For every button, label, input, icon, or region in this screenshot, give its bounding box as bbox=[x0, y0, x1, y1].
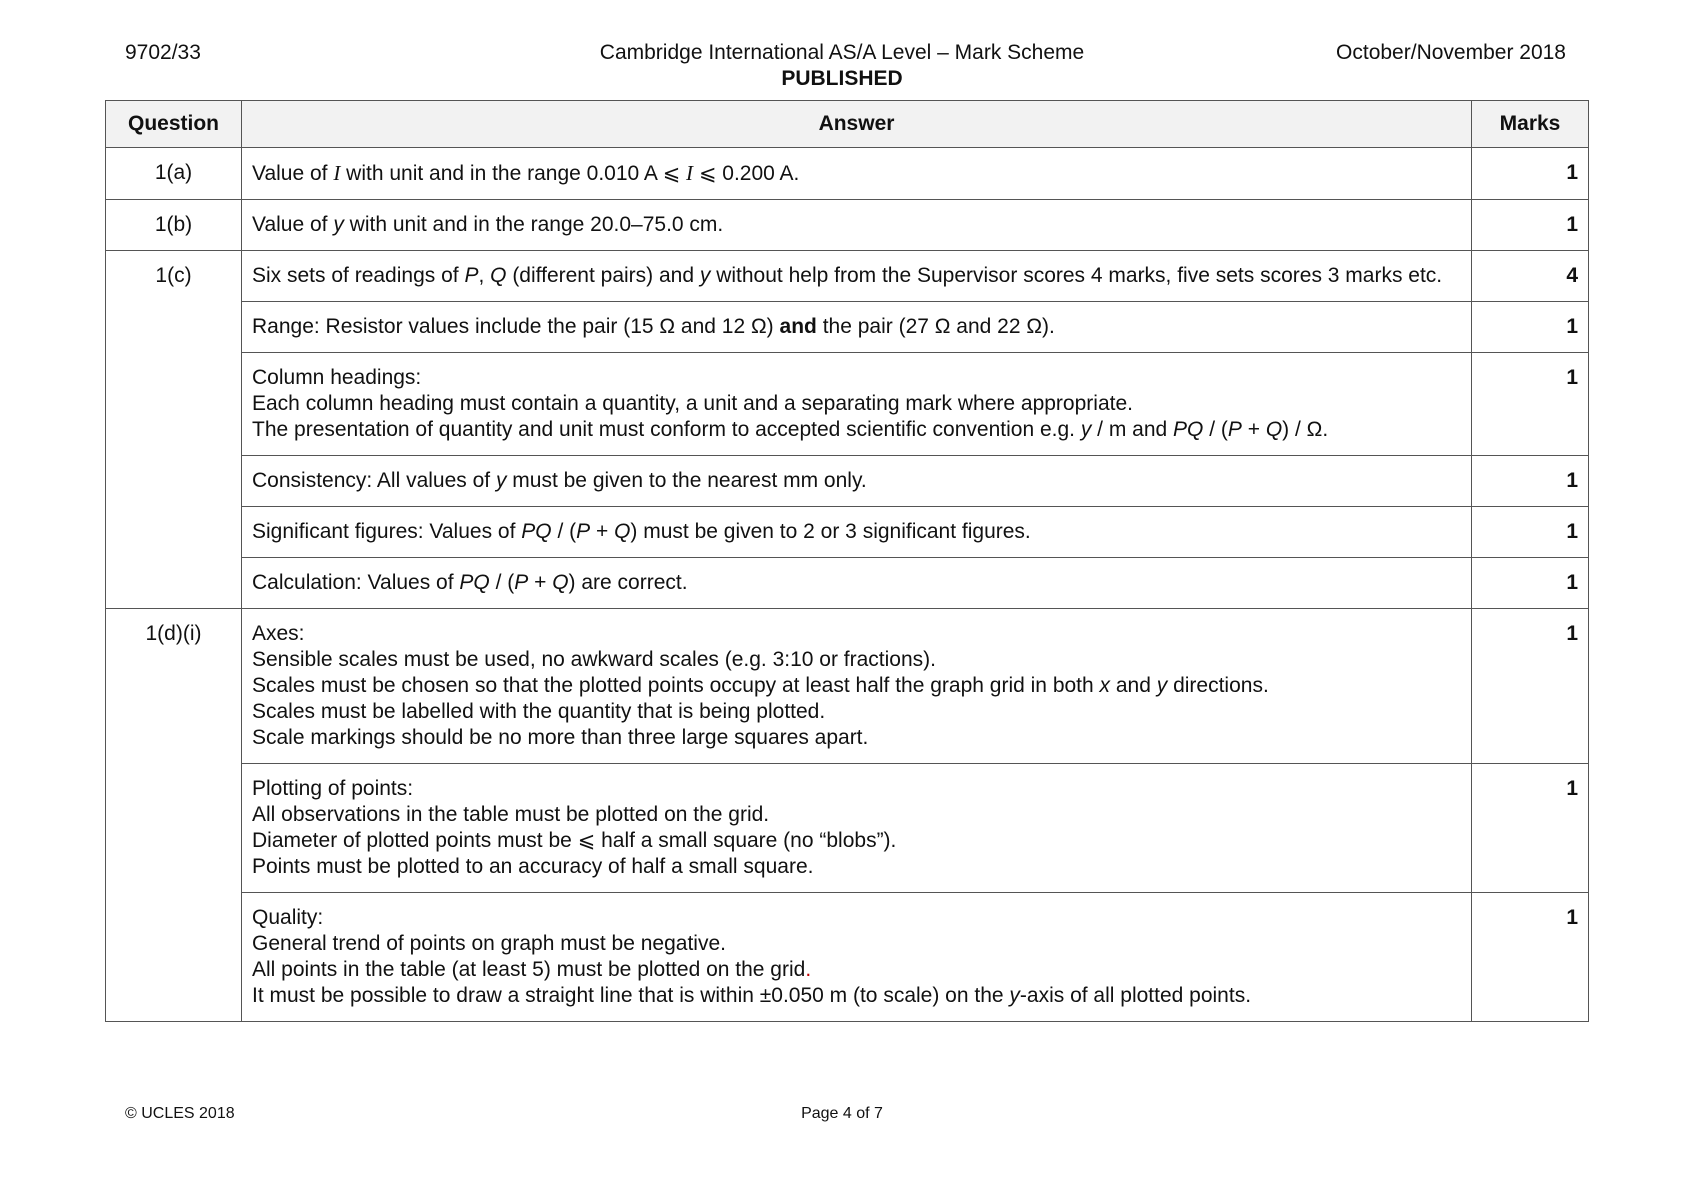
table-row bbox=[106, 558, 1589, 609]
answer-line: Each column heading must contain a quantity, a unit and a separating mark where appropriate. bbox=[252, 392, 1133, 415]
variable-P: P bbox=[1227, 418, 1242, 441]
answer-cell bbox=[242, 200, 1472, 251]
answer-text: Calculation: Values of bbox=[252, 571, 460, 594]
table-row bbox=[106, 609, 1589, 764]
answer-line: Sensible scales must be used, no awkward scales (e.g. 3:10 or fractions). bbox=[252, 648, 936, 671]
column-header-question: Question bbox=[106, 101, 242, 148]
answer-line: Plotting of points: bbox=[252, 777, 414, 800]
variable-Q: Q bbox=[1265, 418, 1283, 441]
answer-line: Diameter of plotted points must be ⩽ half a small square (no “blobs”). bbox=[252, 829, 897, 852]
document-title: Cambridge International AS/A Level – Mark Scheme bbox=[599, 41, 1085, 64]
answer-cell bbox=[242, 148, 1472, 200]
paper-code: 9702/33 bbox=[125, 41, 201, 64]
table-row bbox=[106, 148, 1589, 200]
answer-line: All observations in the table must be plotted on the grid. bbox=[252, 803, 770, 826]
red-full-stop: . bbox=[805, 958, 812, 981]
answer-text: + bbox=[1241, 418, 1266, 441]
variable-y: y bbox=[1009, 984, 1020, 1007]
question-cell-empty bbox=[106, 353, 242, 456]
marks-value: 1 bbox=[1472, 507, 1589, 558]
answer-line bbox=[252, 673, 1461, 699]
answer-line bbox=[252, 983, 1461, 1009]
answer-cell bbox=[242, 456, 1472, 507]
answer-text: Six sets of readings of bbox=[252, 264, 465, 287]
table-header-row bbox=[106, 101, 1589, 148]
question-number: 1(a) bbox=[106, 148, 242, 200]
answer-text: and bbox=[1110, 674, 1157, 697]
marks-value: 1 bbox=[1472, 609, 1589, 764]
table-row bbox=[106, 302, 1589, 353]
variable-y: y bbox=[1156, 674, 1168, 697]
table-row bbox=[106, 507, 1589, 558]
answer-cell bbox=[242, 609, 1472, 764]
marks-value: 1 bbox=[1472, 353, 1589, 456]
copyright-notice: © UCLES 2018 bbox=[125, 1105, 235, 1122]
answer-text: with unit and in the range 20.0–75.0 cm. bbox=[343, 213, 724, 236]
question-cell-empty bbox=[106, 507, 242, 558]
answer-text: ⩽ 0.200 A. bbox=[693, 162, 800, 185]
table-row bbox=[106, 764, 1589, 893]
answer-text: ) must be given to 2 or 3 significant figures. bbox=[630, 520, 1031, 543]
question-cell-empty bbox=[106, 302, 242, 353]
column-header-answer: Answer bbox=[242, 101, 1472, 148]
page-number: Page 4 of 7 bbox=[801, 1105, 883, 1122]
answer-text: , bbox=[478, 264, 491, 287]
table-row bbox=[106, 353, 1589, 456]
answer-cell bbox=[242, 558, 1472, 609]
answer-text: the pair (27 Ω and 22 Ω). bbox=[816, 315, 1055, 338]
marks-value: 1 bbox=[1472, 558, 1589, 609]
answer-text: Value of bbox=[252, 213, 334, 236]
table-row bbox=[106, 456, 1589, 507]
answer-line bbox=[252, 417, 1461, 443]
variable-P: P bbox=[464, 264, 479, 287]
marks-value: 1 bbox=[1472, 764, 1589, 893]
answer-text: ) / Ω. bbox=[1282, 418, 1329, 441]
table-row bbox=[106, 200, 1589, 251]
question-cell-empty bbox=[106, 558, 242, 609]
question-cell-empty bbox=[106, 456, 242, 507]
variable-PQ: PQ bbox=[459, 571, 490, 594]
variable-I: I bbox=[686, 161, 694, 185]
answer-text: directions. bbox=[1167, 674, 1269, 697]
answer-cell bbox=[242, 764, 1472, 893]
variable-Q: Q bbox=[552, 571, 569, 594]
question-number: 1(c) bbox=[106, 251, 242, 302]
answer-text: Value of bbox=[252, 162, 334, 185]
variable-I: I bbox=[333, 161, 341, 185]
answer-cell bbox=[242, 893, 1472, 1022]
variable-Q: Q bbox=[614, 520, 631, 543]
marks-value: 1 bbox=[1472, 302, 1589, 353]
variable-y: y bbox=[699, 264, 711, 287]
table-row bbox=[106, 893, 1589, 1022]
variable-PQ: PQ bbox=[521, 520, 552, 543]
answer-text: Consistency: All values of bbox=[252, 469, 496, 492]
question-cell-empty bbox=[106, 893, 242, 1022]
answer-cell bbox=[242, 353, 1472, 456]
answer-line: Scale markings should be no more than three large squares apart. bbox=[252, 726, 869, 749]
variable-y: y bbox=[1080, 418, 1092, 441]
marks-value: 4 bbox=[1472, 251, 1589, 302]
variable-P: P bbox=[514, 571, 529, 594]
question-number: 1(b) bbox=[106, 200, 242, 251]
mark-scheme-table bbox=[105, 100, 1589, 1022]
answer-text: Range: Resistor values include the pair (15 Ω and 12 Ω) bbox=[252, 315, 780, 338]
variable-P: P bbox=[576, 520, 591, 543]
answer-cell bbox=[242, 251, 1472, 302]
published-label: PUBLISHED bbox=[781, 67, 903, 90]
answer-text: / m and bbox=[1091, 418, 1174, 441]
answer-line: Scales must be labelled with the quantity that is being plotted. bbox=[252, 700, 826, 723]
answer-text: ) are correct. bbox=[568, 571, 688, 594]
answer-text: with unit and in the range 0.010 A ⩽ bbox=[340, 162, 687, 185]
answer-text: The presentation of quantity and unit must conform to accepted scientific convention e.g. bbox=[252, 418, 1081, 441]
variable-PQ: PQ bbox=[1173, 418, 1204, 441]
variable-x: x bbox=[1099, 674, 1111, 697]
answer-text: without help from the Supervisor scores 4 marks, five sets scores 3 marks etc. bbox=[710, 264, 1443, 287]
answer-cell bbox=[242, 302, 1472, 353]
answer-line: Points must be plotted to an accuracy of half a small square. bbox=[252, 855, 814, 878]
answer-text: / ( bbox=[551, 520, 577, 543]
answer-line: Column headings: bbox=[252, 366, 422, 389]
answer-text: must be given to the nearest mm only. bbox=[506, 469, 867, 492]
answer-text: All points in the table (at least 5) must be plotted on the grid bbox=[252, 958, 806, 981]
answer-text: -axis of all plotted points. bbox=[1019, 984, 1252, 1007]
table-row bbox=[106, 251, 1589, 302]
marks-value: 1 bbox=[1472, 148, 1589, 200]
answer-text: Significant figures: Values of bbox=[252, 520, 522, 543]
bold-and: and bbox=[779, 315, 817, 338]
answer-line: General trend of points on graph must be negative. bbox=[252, 932, 726, 955]
column-header-marks: Marks bbox=[1472, 101, 1589, 148]
answer-line: Quality: bbox=[252, 906, 324, 929]
answer-text: + bbox=[590, 520, 615, 543]
variable-Q: Q bbox=[490, 264, 507, 287]
question-number: 1(d)(i) bbox=[106, 609, 242, 764]
answer-text: (different pairs) and bbox=[506, 264, 700, 287]
answer-line bbox=[252, 957, 1461, 983]
answer-cell bbox=[242, 507, 1472, 558]
question-cell-empty bbox=[106, 764, 242, 893]
marks-value: 1 bbox=[1472, 200, 1589, 251]
marks-value: 1 bbox=[1472, 456, 1589, 507]
answer-text: It must be possible to draw a straight line that is within ±0.050 m (to scale) on the bbox=[252, 984, 1010, 1007]
answer-text: / ( bbox=[489, 571, 515, 594]
answer-text: + bbox=[528, 571, 553, 594]
answer-line: Axes: bbox=[252, 622, 305, 645]
answer-text: Scales must be chosen so that the plotted points occupy at least half the graph grid in both bbox=[252, 674, 1100, 697]
answer-text: / ( bbox=[1203, 418, 1228, 441]
variable-y: y bbox=[333, 213, 344, 236]
variable-y: y bbox=[495, 469, 507, 492]
exam-session: October/November 2018 bbox=[1336, 41, 1566, 64]
marks-value: 1 bbox=[1472, 893, 1589, 1022]
